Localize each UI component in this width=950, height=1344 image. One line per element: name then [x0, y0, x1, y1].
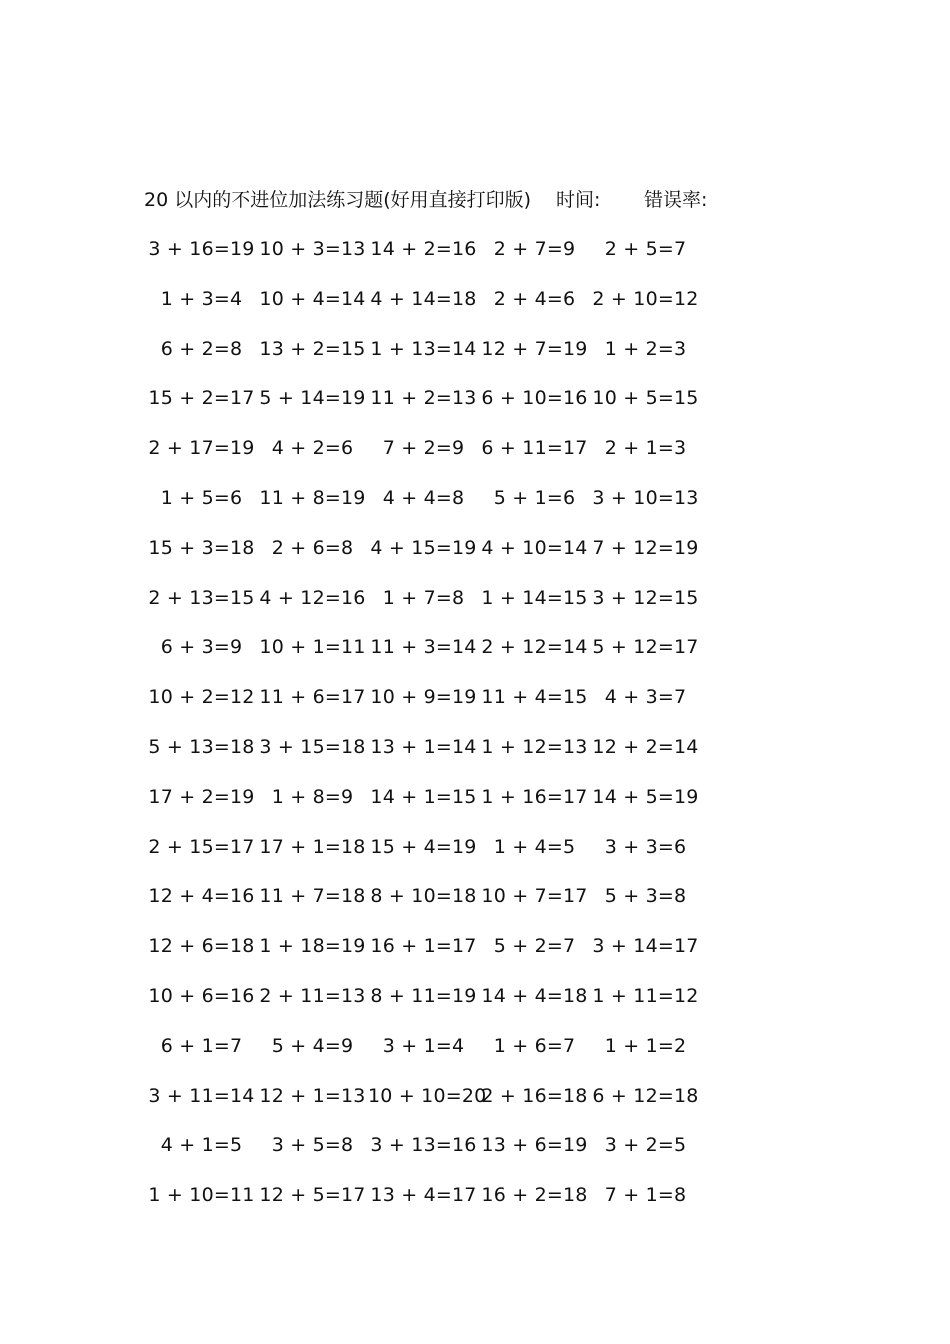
- problem: 1 + 16=17: [481, 785, 588, 808]
- problem: 5 + 4=9: [271, 1034, 354, 1057]
- problem: 2 + 15=17: [148, 835, 255, 858]
- problem: 12 + 5=17: [259, 1184, 366, 1207]
- problem: 5 + 1=6: [493, 486, 576, 509]
- problem: 11 + 7=18: [259, 885, 366, 908]
- problem-row: [146, 832, 706, 882]
- problem: 11 + 8=19: [259, 486, 366, 509]
- problem-row: [146, 732, 706, 782]
- problem-grid: [146, 234, 706, 1230]
- problem: 3 + 5=8: [271, 1134, 354, 1157]
- problem: 3 + 1=4: [382, 1034, 465, 1057]
- problem: 1 + 1=2: [604, 1034, 687, 1057]
- problem: 2 + 4=6: [493, 287, 576, 310]
- problem: 17 + 1=18: [259, 835, 366, 858]
- problem: 2 + 11=13: [259, 984, 366, 1007]
- problem: 2 + 12=14: [481, 636, 588, 659]
- problem: 1 + 18=19: [259, 935, 366, 958]
- problem-row: [146, 782, 706, 832]
- problem: 1 + 6=7: [493, 1034, 576, 1057]
- problem: 5 + 13=18: [148, 735, 255, 758]
- problem-row: [146, 1031, 706, 1081]
- problem: 4 + 10=14: [481, 536, 588, 559]
- problem-row: [146, 234, 706, 284]
- problem: 12 + 7=19: [481, 337, 588, 360]
- problem: 10 + 3=13: [259, 238, 366, 260]
- problem: 10 + 6=16: [148, 984, 255, 1007]
- problem: 10 + 4=14: [259, 287, 366, 310]
- problem: 4 + 1=5: [160, 1134, 243, 1157]
- problem: 15 + 2=17: [148, 387, 255, 410]
- problem: 10 + 10=20: [368, 1084, 487, 1107]
- problem: 1 + 7=8: [382, 586, 465, 609]
- problem-row: [146, 931, 706, 981]
- problem: 7 + 2=9: [382, 437, 465, 460]
- problem: 13 + 1=14: [370, 735, 477, 758]
- problem: 1 + 12=13: [481, 735, 588, 758]
- problem: 12 + 4=16: [148, 885, 255, 908]
- problem: 6 + 11=17: [481, 437, 588, 460]
- problem-row: [146, 632, 706, 682]
- problem: 2 + 10=12: [592, 287, 699, 310]
- problem: 10 + 2=12: [148, 686, 255, 709]
- problem-row: [146, 682, 706, 732]
- problem: 4 + 4=8: [382, 486, 465, 509]
- problem: 2 + 1=3: [604, 437, 687, 460]
- problem: 4 + 2=6: [271, 437, 354, 460]
- problem: 6 + 2=8: [160, 337, 243, 360]
- problem: 16 + 1=17: [370, 935, 477, 958]
- problem: 2 + 13=15: [148, 586, 255, 609]
- problem-row: [146, 1130, 706, 1180]
- problem-row: [146, 334, 706, 384]
- problem: 3 + 13=16: [370, 1134, 477, 1157]
- problem: 3 + 3=6: [604, 835, 687, 858]
- problem: 11 + 6=17: [259, 686, 366, 709]
- problem: 13 + 4=17: [370, 1184, 477, 1207]
- problem: 1 + 2=3: [604, 337, 687, 360]
- problem: 6 + 12=18: [592, 1084, 699, 1107]
- problem: 10 + 5=15: [592, 387, 699, 410]
- problem: 2 + 6=8: [271, 536, 354, 559]
- problem: 1 + 4=5: [493, 835, 576, 858]
- problem: 13 + 2=15: [259, 337, 366, 360]
- problem: 12 + 6=18: [148, 935, 255, 958]
- problem: 14 + 5=19: [592, 785, 699, 808]
- problem: 4 + 12=16: [259, 586, 366, 609]
- problem: 3 + 14=17: [592, 935, 699, 958]
- problem: 5 + 3=8: [604, 885, 687, 908]
- problem: 15 + 4=19: [370, 835, 477, 858]
- problem: 4 + 3=7: [604, 686, 687, 709]
- problem: 5 + 12=17: [592, 636, 699, 659]
- problem-row: [146, 1180, 706, 1230]
- problem-row: [146, 383, 706, 433]
- problem: 13 + 6=19: [481, 1134, 588, 1157]
- problem: 4 + 15=19: [370, 536, 477, 559]
- problem: 8 + 10=18: [370, 885, 477, 908]
- time-label: 时间:: [556, 189, 601, 211]
- problem: 2 + 16=18: [481, 1084, 588, 1107]
- problem: 16 + 2=18: [481, 1184, 588, 1207]
- problem: 8 + 11=19: [370, 984, 477, 1007]
- problem-row: [146, 583, 706, 633]
- problem: 10 + 9=19: [370, 686, 477, 709]
- problem: 6 + 10=16: [481, 387, 588, 410]
- problem: 6 + 1=7: [160, 1034, 243, 1057]
- problem-row: [146, 483, 706, 533]
- problem: 5 + 2=7: [493, 935, 576, 958]
- problem-row: [146, 881, 706, 931]
- problem: 1 + 13=14: [370, 337, 477, 360]
- problem-row: [146, 981, 706, 1031]
- problem: 1 + 11=12: [592, 984, 699, 1007]
- problem: 14 + 2=16: [370, 238, 477, 260]
- problem: 14 + 1=15: [370, 785, 477, 808]
- problem: 3 + 2=5: [604, 1134, 687, 1157]
- problem: 1 + 3=4: [160, 287, 243, 310]
- problem: 1 + 10=11: [148, 1184, 255, 1207]
- problem: 3 + 10=13: [592, 486, 699, 509]
- problem: 3 + 15=18: [259, 735, 366, 758]
- problem: 3 + 11=14: [148, 1084, 255, 1107]
- problem: 3 + 16=19: [148, 238, 255, 260]
- problem-row: [146, 533, 706, 583]
- problem: 5 + 14=19: [259, 387, 366, 410]
- problem: 10 + 7=17: [481, 885, 588, 908]
- problem: 2 + 7=9: [493, 238, 576, 260]
- problem-row: [146, 284, 706, 334]
- problem: 11 + 3=14: [370, 636, 477, 659]
- problem: 14 + 4=18: [481, 984, 588, 1007]
- problem: 1 + 5=6: [160, 486, 243, 509]
- problem: 15 + 3=18: [148, 536, 255, 559]
- problem: 11 + 4=15: [481, 686, 588, 709]
- problem-row: [146, 433, 706, 483]
- problem: 12 + 2=14: [592, 735, 699, 758]
- problem: 6 + 3=9: [160, 636, 243, 659]
- problem: 11 + 2=13: [370, 387, 477, 410]
- problem: 1 + 14=15: [481, 586, 588, 609]
- problem-row: [146, 1081, 706, 1131]
- problem: 10 + 1=11: [259, 636, 366, 659]
- problem: 17 + 2=19: [148, 785, 255, 808]
- problem: 2 + 5=7: [604, 238, 687, 260]
- problem: 7 + 12=19: [592, 536, 699, 559]
- error-rate-label: 错误率:: [644, 189, 708, 211]
- problem: 2 + 17=19: [148, 437, 255, 460]
- problem: 12 + 1=13: [259, 1084, 366, 1107]
- worksheet-title: 20 以内的不进位加法练习题(好用直接打印版): [144, 189, 532, 211]
- problem: 4 + 14=18: [370, 287, 477, 310]
- problem: 3 + 12=15: [592, 586, 699, 609]
- problem: 7 + 1=8: [604, 1184, 687, 1207]
- problem: 1 + 8=9: [271, 785, 354, 808]
